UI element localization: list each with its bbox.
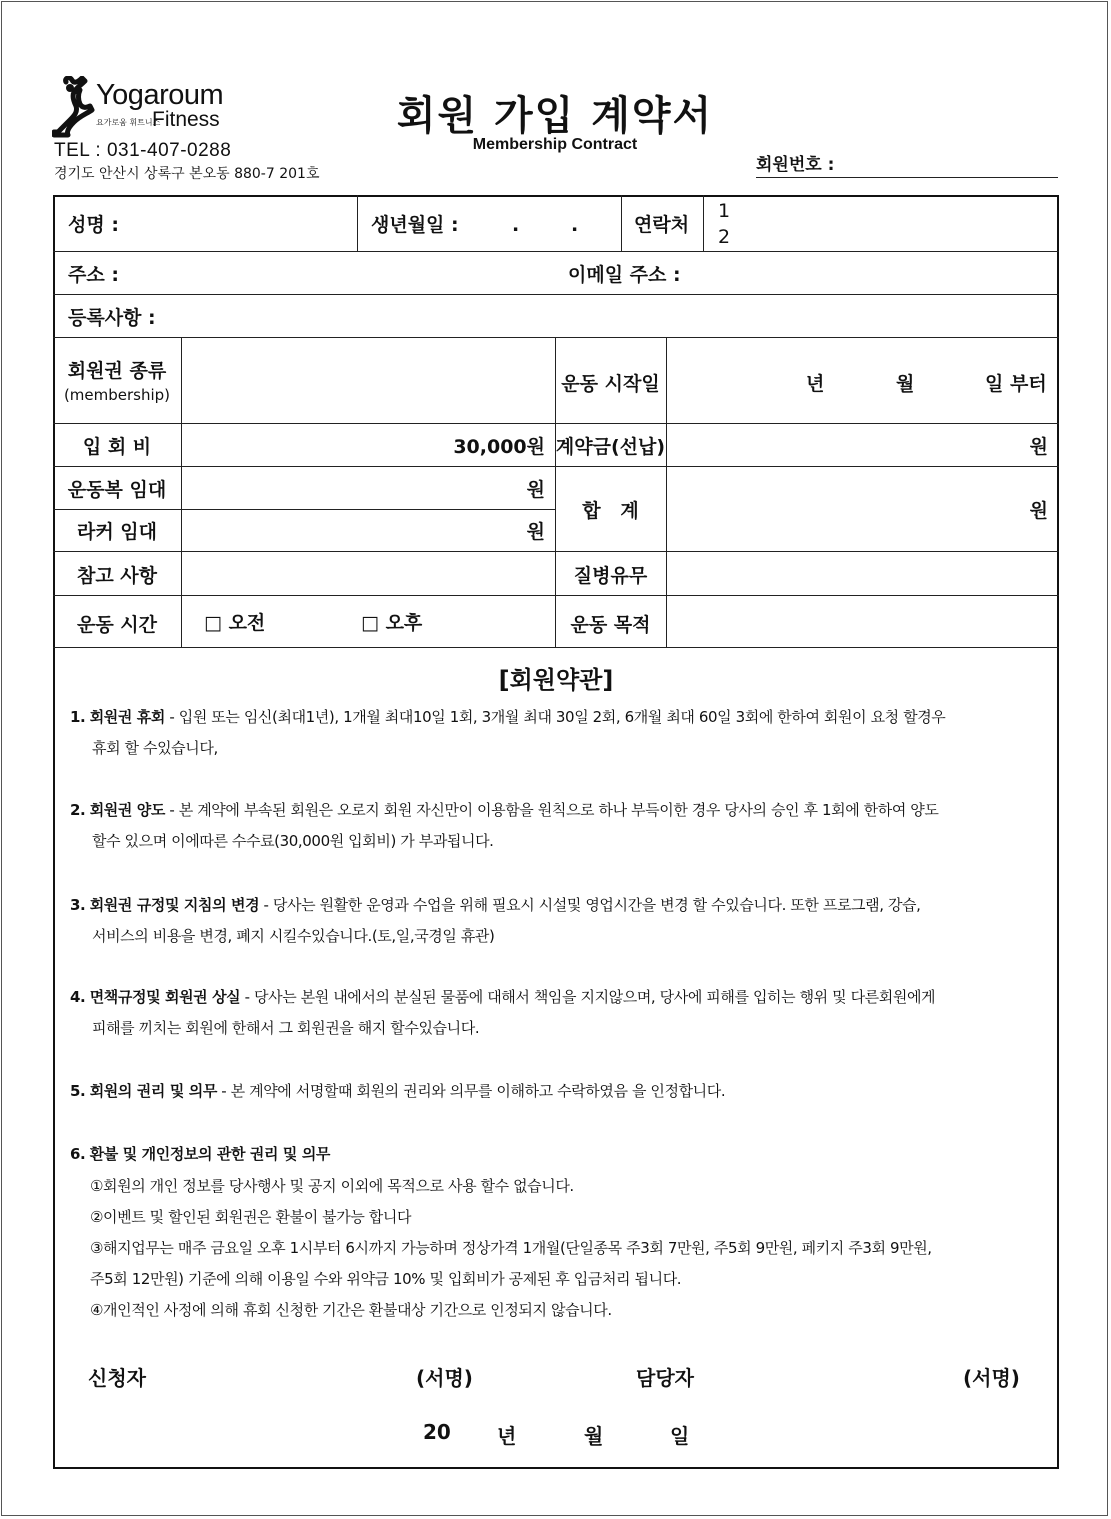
row-divider xyxy=(53,251,1059,252)
row-divider xyxy=(53,466,1059,467)
term-text-cont: 휴회 할 수있습니다, xyxy=(92,739,218,757)
term-text-cont: 할수 있으며 이에따른 수수료(30,000원 입회비) 가 부과됩니다. xyxy=(92,832,494,850)
deposit-label: 계약금(선납) xyxy=(555,436,666,458)
address-label: 주소 : xyxy=(68,264,119,286)
locker-rental-label: 라커 임대 xyxy=(76,521,158,543)
term-text: - 입원 또는 임신(최대1년), 1개월 최대10일 1회, 3개월 최대 30일 2회, 6개월 최대 60일 3회에 한하여 회원이 요청 할경우 xyxy=(165,708,946,726)
name-label: 성명 : xyxy=(68,214,119,236)
start-date-label: 운동 시작일 xyxy=(561,373,660,395)
logo-name: Yogaroum xyxy=(96,79,224,111)
term-3 xyxy=(70,890,1055,952)
term-heading: 회원권 양도 xyxy=(89,801,165,819)
term-text: - 당사는 원활한 운영과 수업을 위해 필요시 시설및 영업시간을 변경 할 수있습니다. 또한 프로그램, 강습, xyxy=(259,896,921,914)
row-divider xyxy=(53,647,1059,648)
row-divider xyxy=(53,337,1059,338)
birth-dot: . xyxy=(571,214,579,236)
page-title: 회원 가입 계약서 xyxy=(396,93,714,139)
brand-logo xyxy=(52,76,262,140)
time-pm-checkbox[interactable]: □ 오후 xyxy=(361,612,423,634)
member-number-label: 회원번호 : xyxy=(756,155,835,175)
refund-item: ②이벤트 및 할인된 회원권은 환불이 불가능 합니다 xyxy=(90,1208,412,1226)
deposit-unit: 원 xyxy=(1029,436,1048,458)
col-divider xyxy=(181,337,182,647)
term-5 xyxy=(70,1076,1055,1107)
clothes-rental-unit: 원 xyxy=(526,479,545,501)
time-am-checkbox[interactable]: □ 오전 xyxy=(204,612,266,634)
term-heading: 회원권 휴회 xyxy=(89,708,165,726)
address: 경기도 안산시 상록구 본오동 880-7 201호 xyxy=(54,166,320,182)
term-number: 2. xyxy=(70,801,86,819)
logo-fitness: Fitness xyxy=(152,108,220,131)
manager-signature[interactable]: (서명) xyxy=(963,1366,1020,1390)
refund-item: 주5회 12만원) 기준에 의해 이용일 수와 위약금 10% 및 입회비가 공제된 후 입금처리 됩니다. xyxy=(90,1270,682,1288)
date-month: 월 xyxy=(584,1424,604,1448)
term-heading: 면책규정및 회원권 상실 xyxy=(89,988,241,1006)
member-number-field[interactable] xyxy=(756,150,1058,178)
telephone: TEL : 031-407-0288 xyxy=(54,140,232,161)
locker-rental-unit: 원 xyxy=(526,521,545,543)
membership-type-field[interactable] xyxy=(183,339,553,421)
term-heading: 회원권 규정및 지침의 변경 xyxy=(89,896,260,914)
term-number: 3. xyxy=(70,896,86,914)
email-label: 이메일 주소 : xyxy=(568,264,681,286)
clothes-rental-label: 운동복 임대 xyxy=(67,479,167,501)
date-year: 년 xyxy=(497,1424,517,1448)
purpose-label: 운동 목적 xyxy=(570,614,651,636)
total-label: 합 계 xyxy=(582,500,639,522)
name-field[interactable] xyxy=(181,197,356,250)
birth-label: 생년월일 : xyxy=(371,214,459,236)
terms-title: [회원약관] xyxy=(498,666,614,694)
entry-fee-label: 입 회 비 xyxy=(82,436,152,458)
notes-field[interactable] xyxy=(183,553,553,593)
contact-line-2[interactable]: 2 xyxy=(718,226,731,248)
term-number: 1. xyxy=(70,708,86,726)
membership-type-sublabel: (membership) xyxy=(63,386,171,404)
refund-item: ④개인적인 사정에 의해 휴회 신청한 기간은 환불대상 기간으로 인정되지 않습니다. xyxy=(90,1301,612,1319)
term-heading: 회원의 권리 및 의무 xyxy=(89,1082,217,1100)
term-number: 5. xyxy=(70,1082,86,1100)
row-divider xyxy=(53,294,1059,295)
date-prefix: 20 xyxy=(423,1420,451,1444)
term-heading: 환불 및 개인정보의 관한 권리 및 의무 xyxy=(89,1145,331,1163)
term-number: 6. xyxy=(70,1145,86,1163)
term-text: - 본 계약에 부속된 회원은 오로지 회원 자신만이 이용함을 원칙으로 하나 부득이한 경우 당사의 승인 후 1회에 한하여 양도 xyxy=(165,801,939,819)
page-subtitle: Membership Contract xyxy=(472,136,638,153)
term-6 xyxy=(70,1139,1055,1170)
yoga-figure-icon xyxy=(52,76,96,138)
row-divider xyxy=(53,595,1059,596)
manager-label: 담당자 xyxy=(636,1366,694,1390)
term-number: 4. xyxy=(70,988,86,1006)
disease-field[interactable] xyxy=(668,553,1056,593)
contact-label: 연락처 xyxy=(634,214,690,236)
refund-item: ①회원의 개인 정보를 당사행사 및 공지 이외에 목적으로 사용 할수 없습니다. xyxy=(90,1177,574,1195)
row-divider xyxy=(53,551,1059,552)
applicant-signature[interactable]: (서명) xyxy=(416,1366,473,1390)
term-text-cont: 피해를 끼치는 회원에 한해서 그 회원권을 해지 할수있습니다. xyxy=(92,1019,480,1037)
term-text-cont: 서비스의 비용을 변경, 폐지 시킬수있습니다.(토,일,국경일 휴관) xyxy=(92,927,495,945)
time-label: 운동 시간 xyxy=(76,614,158,636)
date-day: 일 xyxy=(670,1424,690,1448)
entry-fee-value: 30,000원 xyxy=(453,436,545,458)
term-1 xyxy=(70,702,1055,764)
refund-item: ③해지업무는 매주 금요일 오후 1시부터 6시까지 가능하며 정상가격 1개월(단일종목 주3회 7만원, 주5회 9만원, 페키지 주3회 9만원, xyxy=(90,1239,932,1257)
col-divider xyxy=(666,337,667,647)
term-text: - 본 계약에 서명할때 회원의 권리와 의무를 이해하고 수락하였음 을 인정합니다. xyxy=(216,1082,726,1100)
start-day-from: 일 부터 xyxy=(985,373,1047,395)
disease-label: 질병유무 xyxy=(573,565,648,587)
contact-line-1[interactable]: 1 xyxy=(718,200,731,222)
logo-sub: 요가로움 휘트니스 xyxy=(96,118,161,127)
term-2 xyxy=(70,795,1055,857)
start-month: 월 xyxy=(896,373,915,395)
notes-label: 참고 사항 xyxy=(76,565,158,587)
total-unit: 원 xyxy=(1029,500,1048,522)
purpose-field[interactable] xyxy=(668,597,1056,645)
registration-label: 등록사항 : xyxy=(68,307,156,329)
row-divider xyxy=(53,423,1059,424)
col-divider xyxy=(621,195,622,251)
membership-type-label: 회원권 종류 xyxy=(67,360,167,382)
birth-dot: . xyxy=(512,214,520,236)
applicant-label: 신청자 xyxy=(88,1366,146,1390)
start-year: 년 xyxy=(806,373,825,395)
term-4 xyxy=(70,982,1055,1044)
row-divider xyxy=(53,509,556,510)
col-divider xyxy=(703,195,704,251)
term-text: - 당사는 본원 내에서의 분실된 물품에 대해서 책임을 지지않으며, 당사에 피해를 입히는 행위 및 다른회원에게 xyxy=(240,988,936,1006)
col-divider xyxy=(357,195,358,251)
